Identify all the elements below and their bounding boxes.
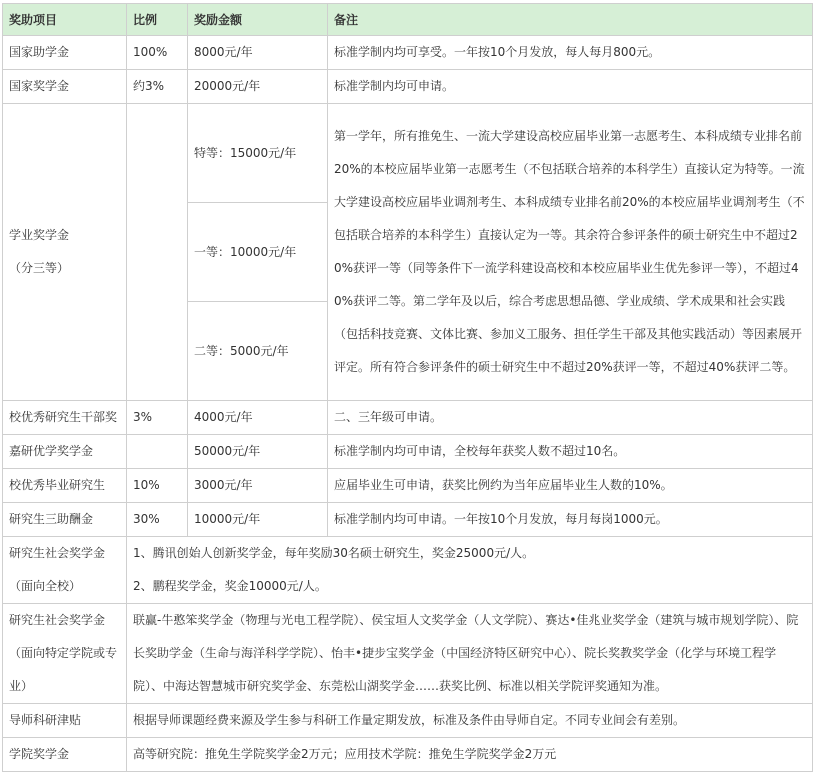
table-row: [3, 36, 813, 70]
cell-project-line1: 研究生社会奖学金: [9, 546, 106, 560]
table-row: [3, 104, 813, 203]
cell-remark-line1: 1、腾讯创始人创新奖学金，每年奖励30名硕士研究生，奖金25000元/人。: [133, 546, 535, 560]
cell-amount: 20000元/年: [188, 70, 328, 104]
cell-amount: 二等：5000元/年: [188, 302, 328, 401]
cell-project: 研究生社会奖学金（面向特定学院或专业）: [3, 604, 127, 704]
cell-remark: 标准学制内均可申请。: [328, 70, 813, 104]
scholarship-table: [2, 3, 813, 772]
cell-amount: 10000元/年: [188, 503, 328, 537]
cell-remark: [127, 537, 813, 604]
header-remark: 备注: [328, 4, 813, 36]
cell-ratio: [127, 104, 188, 401]
cell-project: 研究生三助酬金: [3, 503, 127, 537]
cell-remark: 应届毕业生可申请，获奖比例约为当年应届毕业生人数的10%。: [328, 469, 813, 503]
cell-ratio: 约3%: [127, 70, 188, 104]
cell-project-line1: 学业奖学金: [9, 228, 70, 242]
cell-amount: 3000元/年: [188, 469, 328, 503]
table-header-row: [3, 4, 813, 36]
cell-project-line2: （分三等）: [9, 261, 70, 275]
cell-ratio: 30%: [127, 503, 188, 537]
cell-remark-line2: 2、鹏程奖学金，奖金10000元/人。: [133, 579, 327, 593]
cell-remark: 标准学制内均可享受。一年按10个月发放，每人每月800元。: [328, 36, 813, 70]
table-row: [3, 401, 813, 435]
cell-project-line2: （面向全校）: [9, 579, 82, 593]
table-row: [3, 435, 813, 469]
table-row: [3, 537, 813, 604]
cell-project: 校优秀研究生干部奖: [3, 401, 127, 435]
cell-remark: 二、三年级可申请。: [328, 401, 813, 435]
header-project: 奖助项目: [3, 4, 127, 36]
cell-ratio: 3%: [127, 401, 188, 435]
cell-remark: 标准学制内均可申请，全校每年获奖人数不超过10名。: [328, 435, 813, 469]
header-ratio: 比例: [127, 4, 188, 36]
cell-remark: 高等研究院：推免生学院奖学金2万元；应用技术学院：推免生学院奖学金2万元: [127, 738, 813, 772]
cell-remark: 标准学制内均可申请。一年按10个月发放，每月每岗1000元。: [328, 503, 813, 537]
header-amount: 奖励金额: [188, 4, 328, 36]
cell-remark: 第一学年，所有推免生、一流大学建设高校应届毕业第一志愿考生、本科成绩专业排名前20%的本校应届毕业第一志愿考生（不包括联合培养的本科学生）直接认定为特等。一流大学建设高校应届毕业调剂考生、本科成绩专业排名前20%的本校应届毕业调剂考生（不包括联合培养的本科学生）直接认定为一等。其余符合参评条件的硕士研究生中不超过20%获评一等（同等条件下一流学科建设高校和本校应届毕业生优先参评一等），不超过40%获评二等。第二学年及以后，综合考虑思想品德、学业成绩、学术成果和社会实践（包括科技竞赛、文体比赛、参加义工服务、担任学生干部及其他实践活动）等因素展开评定。所有符合参评条件的硕士研究生中不超过20%获评一等，不超过40%获评二等。: [328, 104, 813, 401]
cell-project: 国家奖学金: [3, 70, 127, 104]
table-row: [3, 738, 813, 772]
cell-project: 国家助学金: [3, 36, 127, 70]
cell-project: 校优秀毕业研究生: [3, 469, 127, 503]
cell-project: 嘉研优学奖学金: [3, 435, 127, 469]
cell-ratio: 100%: [127, 36, 188, 70]
table-row: [3, 503, 813, 537]
cell-remark: 联赢-牛憨笨奖学金（物理与光电工程学院）、侯宝垣人文奖学金（人文学院）、赛达•佳兆业奖学金（建筑与城市规划学院）、院长奖助学金（生命与海洋科学学院）、怡丰•捷步宝奖学金（中国经济特区研究中心）、院长奖教奖学金（化学与环境工程学院）、中海达智慧城市研究奖学金、东莞松山湖奖学金……获奖比例、标准以相关学院评奖通知为准。: [127, 604, 813, 704]
cell-amount: 特等：15000元/年: [188, 104, 328, 203]
cell-ratio: 10%: [127, 469, 188, 503]
cell-amount: 一等：10000元/年: [188, 203, 328, 302]
cell-project: 导师科研津贴: [3, 704, 127, 738]
cell-amount: 8000元/年: [188, 36, 328, 70]
cell-project: 学院奖学金: [3, 738, 127, 772]
cell-amount: 4000元/年: [188, 401, 328, 435]
cell-project: [3, 104, 127, 401]
table-row: [3, 704, 813, 738]
cell-project: [3, 537, 127, 604]
cell-amount: 50000元/年: [188, 435, 328, 469]
table-row: [3, 469, 813, 503]
cell-remark: 根据导师课题经费来源及学生参与科研工作量定期发放，标准及条件由导师自定。不同专业间会有差别。: [127, 704, 813, 738]
table-row: [3, 70, 813, 104]
cell-ratio: [127, 435, 188, 469]
table-row: [3, 604, 813, 704]
